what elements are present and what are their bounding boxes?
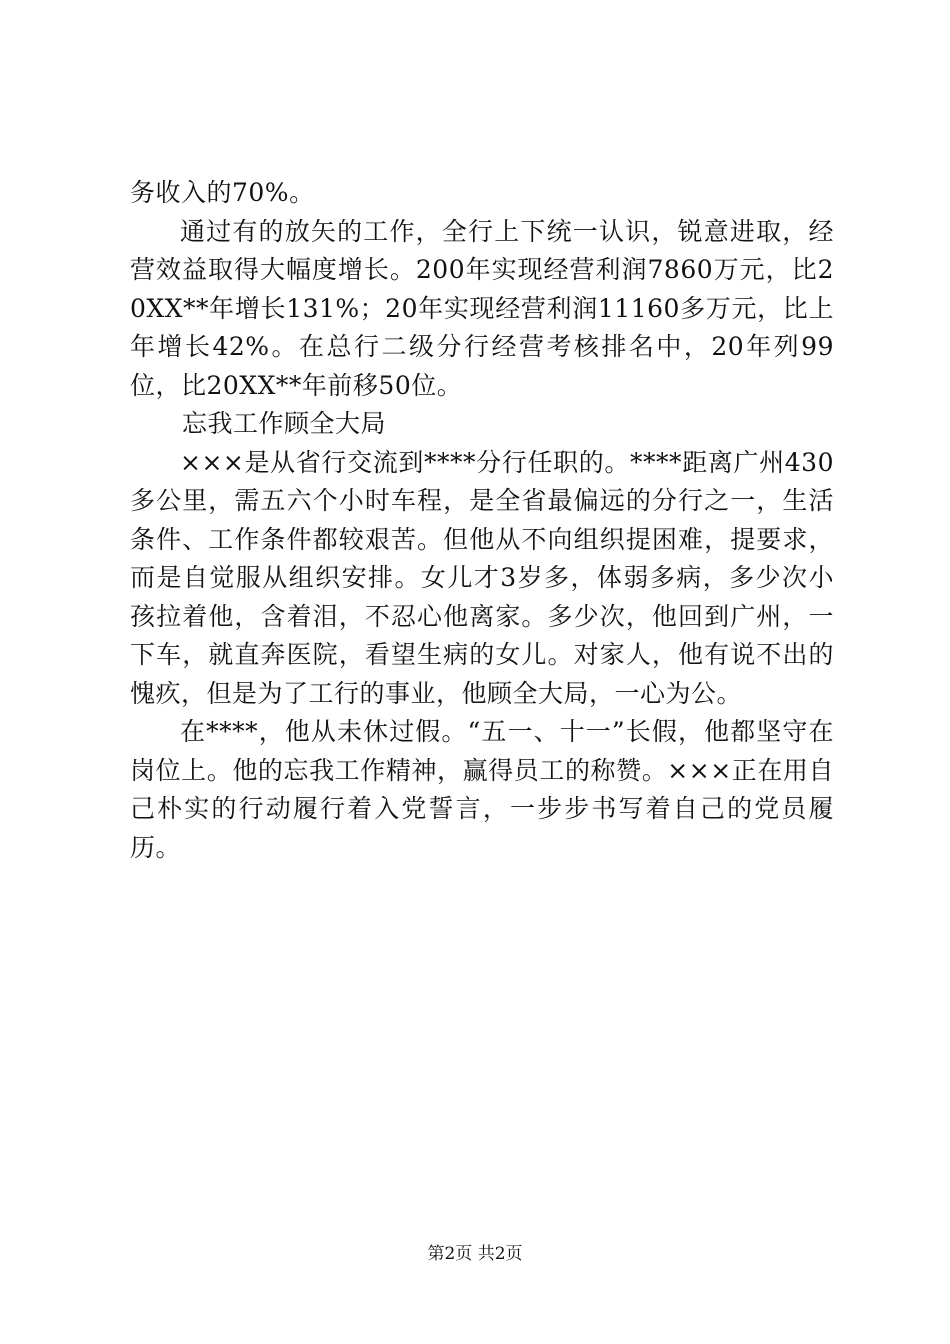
paragraph-conclusion: 在****，他从未休过假。“五一、十一”长假，他都坚守在岗位上。他的忘我工作精神，赢得员工的称赞。×××正在用自己朴实的行动履行着入党誓言，一步步书写着自己的党员履历。	[130, 717, 834, 862]
paragraph-continuation: 务收入的70%。	[130, 178, 315, 207]
paragraph-dedication: ×××是从省行交流到****分行任职的。****距离广州430多公里，需五六个小时车程，是全省最偏远的分行之一，生活条件、工作条件都较艰苦。但他从不向组织提困难，提要求，而是自觉服从组织安排。女儿才3岁多，体弱多病，多少次小孩拉着他，含着泪，不忍心他离家。多少次，他回到广州，一下车，就直奔医院，看望生病的女儿。对家人，他有说不出的愧疚，但是为了工行的事业，他顾全大局，一心为公。	[130, 447, 834, 708]
section-heading: 忘我工作顾全大局	[182, 409, 387, 438]
document-body	[130, 174, 834, 867]
page-footer: 第2页 共2页	[427, 1244, 523, 1264]
paragraph-business-growth: 通过有的放矢的工作，全行上下统一认识，锐意进取，经营效益取得大幅度增长。200年实现经营利润7860万元，比20XX**年增长131%；20年实现经营利润11160多万元，比上年增长42%。在总行二级分行经营考核排名中，20年列99位，比20XX**年前移50位。	[130, 216, 834, 400]
